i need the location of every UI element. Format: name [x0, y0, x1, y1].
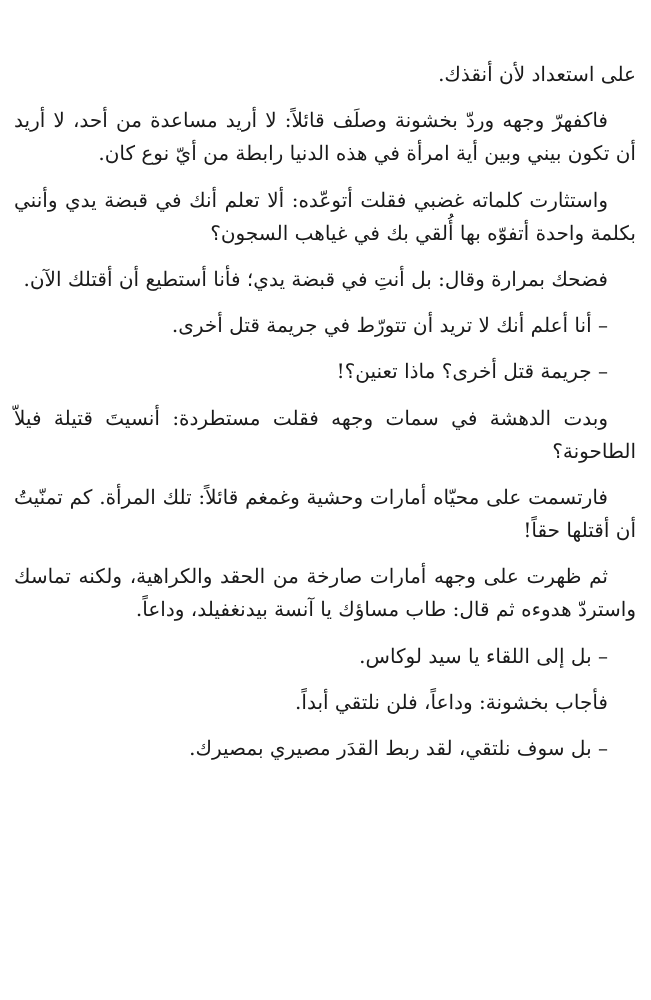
paragraph-1: على استعداد لأن أنقذك. — [438, 62, 636, 86]
paragraph-7: وبدت الدهشة في سمات وجهه فقلت مستطردة: أنسيتَ قتيلة فيلاّ الطاحونة؟ — [14, 405, 636, 463]
dialogue-line-4: – بل سوف نلتقي، لقد ربط القدَر مصيري بمصيرك. — [189, 736, 608, 760]
dialogue-line-3: – بل إلى اللقاء يا سيد لوكاس. — [359, 643, 608, 668]
dialogue-line-2: – جريمة قتل أخرى؟ ماذا تعنين؟! — [336, 359, 608, 384]
dialogue-line-1: – أنا أعلم أنك لا تريد أن تتورّط في جريمة قتل أخرى. — [171, 313, 608, 338]
paragraph-9: ثم ظهرت على وجهه أمارات صارخة من الحقد والكراهية، ولكنه تماسك واستردّ هدوءه ثم قال: طاب مساؤك يا آنسة بيدنغفيلد، وداعاً. — [14, 564, 636, 622]
book-page-body — [14, 58, 636, 778]
paragraph-3: واستثارت كلماته غضبي فقلت أتوعّده: ألا تعلم أنك في قبضة يدي وأنني بكلمة واحدة أتفوّه بها أُلقي بك في غياهب السجون؟ — [14, 187, 636, 245]
paragraph-2: فاكفهرّ وجهه وردّ بخشونة وصلَف قائلاً: لا أريد مساعدة من أحد، لا أريد أن تكون بيني وبين أية امرأة في هذه الدنيا رابطة من أيّ نوع كان. — [14, 108, 636, 166]
paragraph-8: فارتسمت على محيّاه أمارات وحشية وغمغم قائلاً: تلك المرأة. كم تمنّيتُ أن أقتلها حقاً! — [14, 484, 636, 543]
paragraph-4: فضحك بمرارة وقال: بل أنتِ في قبضة يدي؛ فأنا أستطيع أن أقتلك الآن. — [23, 266, 608, 291]
paragraph-11: فأجاب بخشونة: وداعاً، فلن نلتقي أبداً. — [295, 689, 608, 714]
